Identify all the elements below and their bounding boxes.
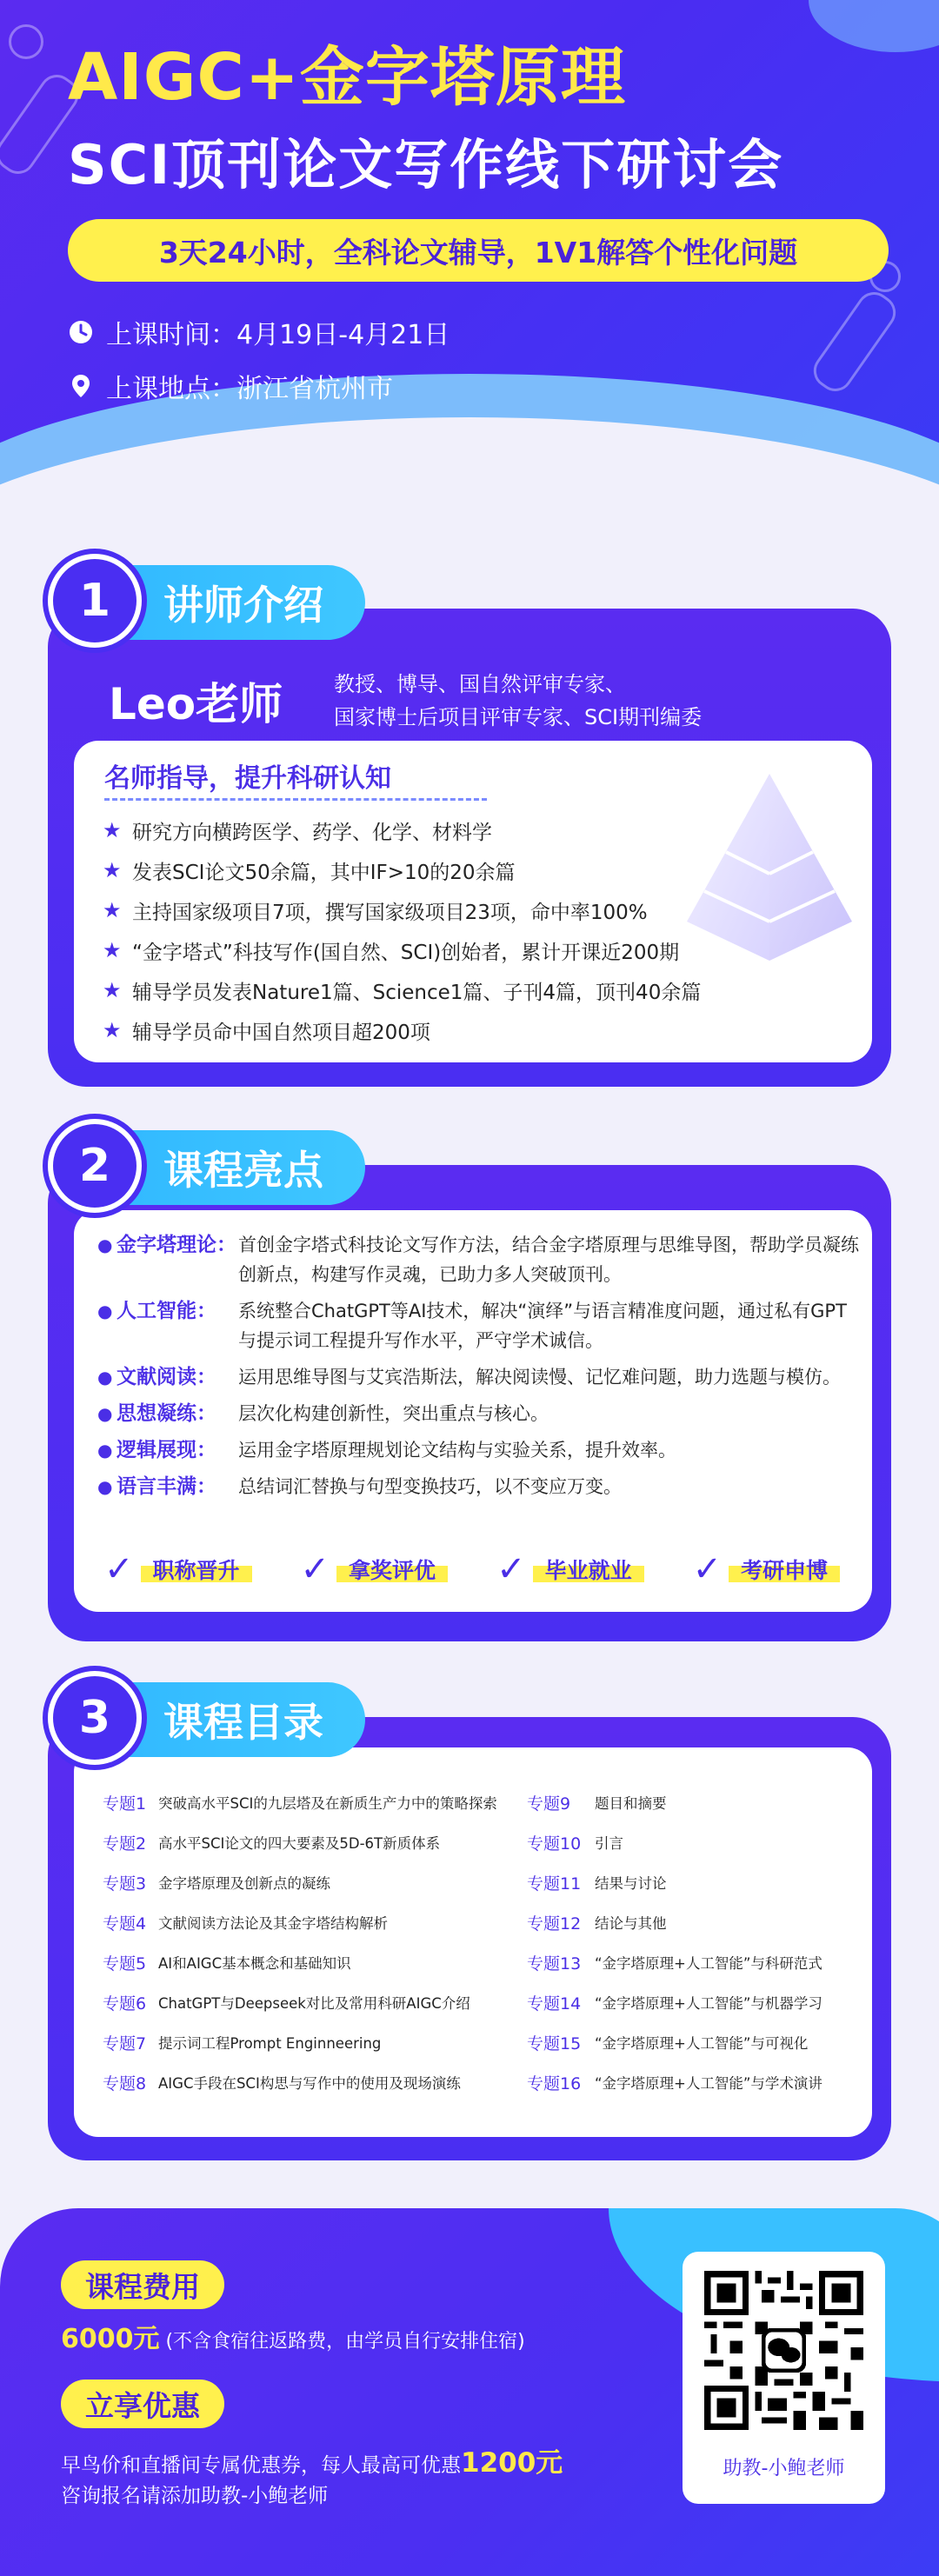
contact-line: 咨询报名请添加助教-小鲍老师 xyxy=(61,2485,329,2507)
check-icon: ✓ xyxy=(692,1549,723,1589)
catalog-item: 专题12 结论与其他 xyxy=(527,1914,667,1934)
section-number: 2 xyxy=(48,1119,142,1213)
benefit-tag: ✓ 职称晋升 xyxy=(104,1549,252,1589)
star-icon: ★ xyxy=(103,898,122,922)
catalog-item: 专题8 AIGC手段在SCI构思与写作中的使用及现场演练 xyxy=(103,2073,461,2093)
location-pin-icon: ● xyxy=(97,1301,113,1321)
catalog-item: 专题3 金字塔原理及创新点的凝练 xyxy=(103,1874,330,1894)
check-icon: ✓ xyxy=(496,1549,526,1589)
class-time xyxy=(68,313,450,351)
star-icon: ★ xyxy=(103,1018,122,1042)
catalog-item: 专题1 突破高水平SCI的九层塔及在新质生产力中的策略探索 xyxy=(103,1794,497,1814)
catalog-item: 专题5 AI和AIGC基本概念和基础知识 xyxy=(103,1954,351,1974)
benefit-tag: ✓ 考研申博 xyxy=(693,1549,841,1589)
clock-icon xyxy=(68,319,94,345)
catalog-item: 专题10 引言 xyxy=(527,1834,623,1854)
location-pin-icon: ● xyxy=(97,1235,113,1255)
location-pin-icon: ● xyxy=(97,1367,113,1388)
catalog-left-column xyxy=(103,1782,497,2102)
fee-amount: 6000元 xyxy=(61,2324,160,2354)
highlights-list xyxy=(97,1230,862,1508)
qr-code-icon[interactable] xyxy=(704,2271,863,2430)
qr-caption: 助教-小鲍老师 xyxy=(723,2458,845,2479)
hero-tagline: 3天24小时，全科论文辅导，1V1解答个性化问题 xyxy=(68,219,889,282)
list-item: ● 金字塔理论： 首创金字塔式科技论文写作方法，结合金字塔原理与思维导图，帮助学员凝练创新点，构建写作灵魂，已助力多人突破顶刊。 xyxy=(97,1230,862,1289)
list-item: ★ 发表SCI论文50余篇，其中IF>10的20余篇 xyxy=(103,858,516,884)
promo-tag: 立享优惠 xyxy=(61,2380,224,2428)
benefit-tag: ✓ 拿奖评优 xyxy=(301,1549,449,1589)
list-item: ● 语言丰满： 总结词汇替换与句型变换技巧，以不变应万变。 xyxy=(97,1472,862,1501)
decor-bar xyxy=(807,285,902,398)
hero-title-line2: SCI顶刊论文写作线下研讨会 xyxy=(68,133,784,196)
benefit-tags xyxy=(104,1549,889,1589)
list-item: ● 逻辑展现： 运用金字塔原理规划论文结构与实验关系，提升效率。 xyxy=(97,1435,862,1465)
promo-text: 早鸟价和直播间专属优惠券，每人最高可优惠 xyxy=(61,2454,461,2477)
teacher-desc xyxy=(334,668,702,734)
fee-tag: 课程费用 xyxy=(61,2260,224,2309)
class-time-text: 上课时间：4月19日-4月21日 xyxy=(106,320,450,350)
catalog-item: 专题7 提示词工程Prompt Enginneering xyxy=(103,2034,382,2053)
check-icon: ✓ xyxy=(104,1549,134,1589)
catalog-item: 专题15 “金字塔原理+人工智能”与可视化 xyxy=(527,2034,809,2053)
list-item: ★ 辅导学员命中国自然项目超200项 xyxy=(103,1018,430,1044)
teacher-achievements xyxy=(103,810,729,1050)
catalog-item: 专题4 文献阅读方法论及其金字塔结构解析 xyxy=(103,1914,388,1934)
benefit-tag: ✓ 毕业就业 xyxy=(496,1549,644,1589)
section-title: 讲师介绍 xyxy=(163,582,323,629)
fee-note: (不含食宿往返路费，由学员自行安排住宿) xyxy=(159,2331,525,2353)
section-number: 1 xyxy=(48,554,142,648)
catalog-item: 专题13 “金字塔原理+人工智能”与科研范式 xyxy=(527,1954,822,1974)
list-item: ● 人工智能： 系统整合ChatGPT等AI技术，解决“演绎”与语言精准度问题，通过私有GPT与提示词工程提升写作水平，严守学术诚信。 xyxy=(97,1296,862,1355)
dashed-divider xyxy=(104,798,487,801)
teacher-desc-line: 国家博士后项目评审专家、SCI期刊编委 xyxy=(334,705,703,729)
section-title: 课程目录 xyxy=(163,1699,323,1746)
section-number: 3 xyxy=(48,1671,142,1765)
check-icon: ✓ xyxy=(300,1549,330,1589)
hero-title-line1: AIGC+金字塔原理 xyxy=(68,40,626,115)
catalog-item: 专题6 ChatGPT与Deepseek对比及常用科研AIGC介绍 xyxy=(103,1994,470,2014)
decor-blob xyxy=(809,0,939,52)
star-icon: ★ xyxy=(103,818,122,842)
catalog-item: 专题2 高水平SCI论文的四大要素及5D-6T新质体系 xyxy=(103,1834,441,1854)
promo-line xyxy=(61,2440,563,2479)
section-title: 课程亮点 xyxy=(163,1147,323,1194)
class-place xyxy=(68,367,393,405)
location-pin-icon: ● xyxy=(97,1403,113,1424)
teacher-desc-line: 教授、博导、国自然评审专家、 xyxy=(334,672,626,696)
star-icon: ★ xyxy=(103,858,122,882)
location-pin-icon xyxy=(68,373,94,399)
promo-amount: 1200元 xyxy=(461,2447,563,2479)
catalog-item: 专题11 结果与讨论 xyxy=(527,1874,667,1894)
list-item: ● 文献阅读： 运用思维导图与艾宾浩斯法，解决阅读慢、记忆难问题，助力选题与模仿。 xyxy=(97,1362,862,1392)
location-pin-icon: ● xyxy=(97,1440,113,1461)
fee-line xyxy=(61,2317,525,2355)
list-item: ★ 主持国家级项目7项，撰写国家级项目23项，命中率100% xyxy=(103,898,648,924)
decor-ring xyxy=(9,24,43,59)
catalog-item: 专题14 “金字塔原理+人工智能”与机器学习 xyxy=(527,1994,822,2014)
location-pin-icon: ● xyxy=(97,1476,113,1497)
catalog-item: 专题16 “金字塔原理+人工智能”与学术演讲 xyxy=(527,2073,822,2093)
teacher-heading: 名师指导，提升科研认知 xyxy=(104,763,391,794)
list-item: ★ 研究方向横跨医学、药学、化学、材料学 xyxy=(103,818,492,844)
list-item: ★ 辅导学员发表Nature1篇、Science1篇、子刊4篇，顶刊40余篇 xyxy=(103,978,702,1004)
list-item: ★ “金字塔式”科技写作(国自然、SCI)创始者，累计开课近200期 xyxy=(103,938,680,964)
teacher-name: Leo老师 xyxy=(109,679,283,729)
star-icon: ★ xyxy=(103,938,122,962)
catalog-right-column xyxy=(527,1782,822,2102)
class-place-text: 上课地点：浙江省杭州市 xyxy=(106,374,393,404)
catalog-item: 专题9 题目和摘要 xyxy=(527,1794,667,1814)
list-item: ● 思想凝练： 层次化构建创新性，突出重点与核心。 xyxy=(97,1399,862,1428)
star-icon: ★ xyxy=(103,978,122,1002)
pyramid-icon xyxy=(669,765,869,974)
qr-card xyxy=(683,2252,885,2504)
